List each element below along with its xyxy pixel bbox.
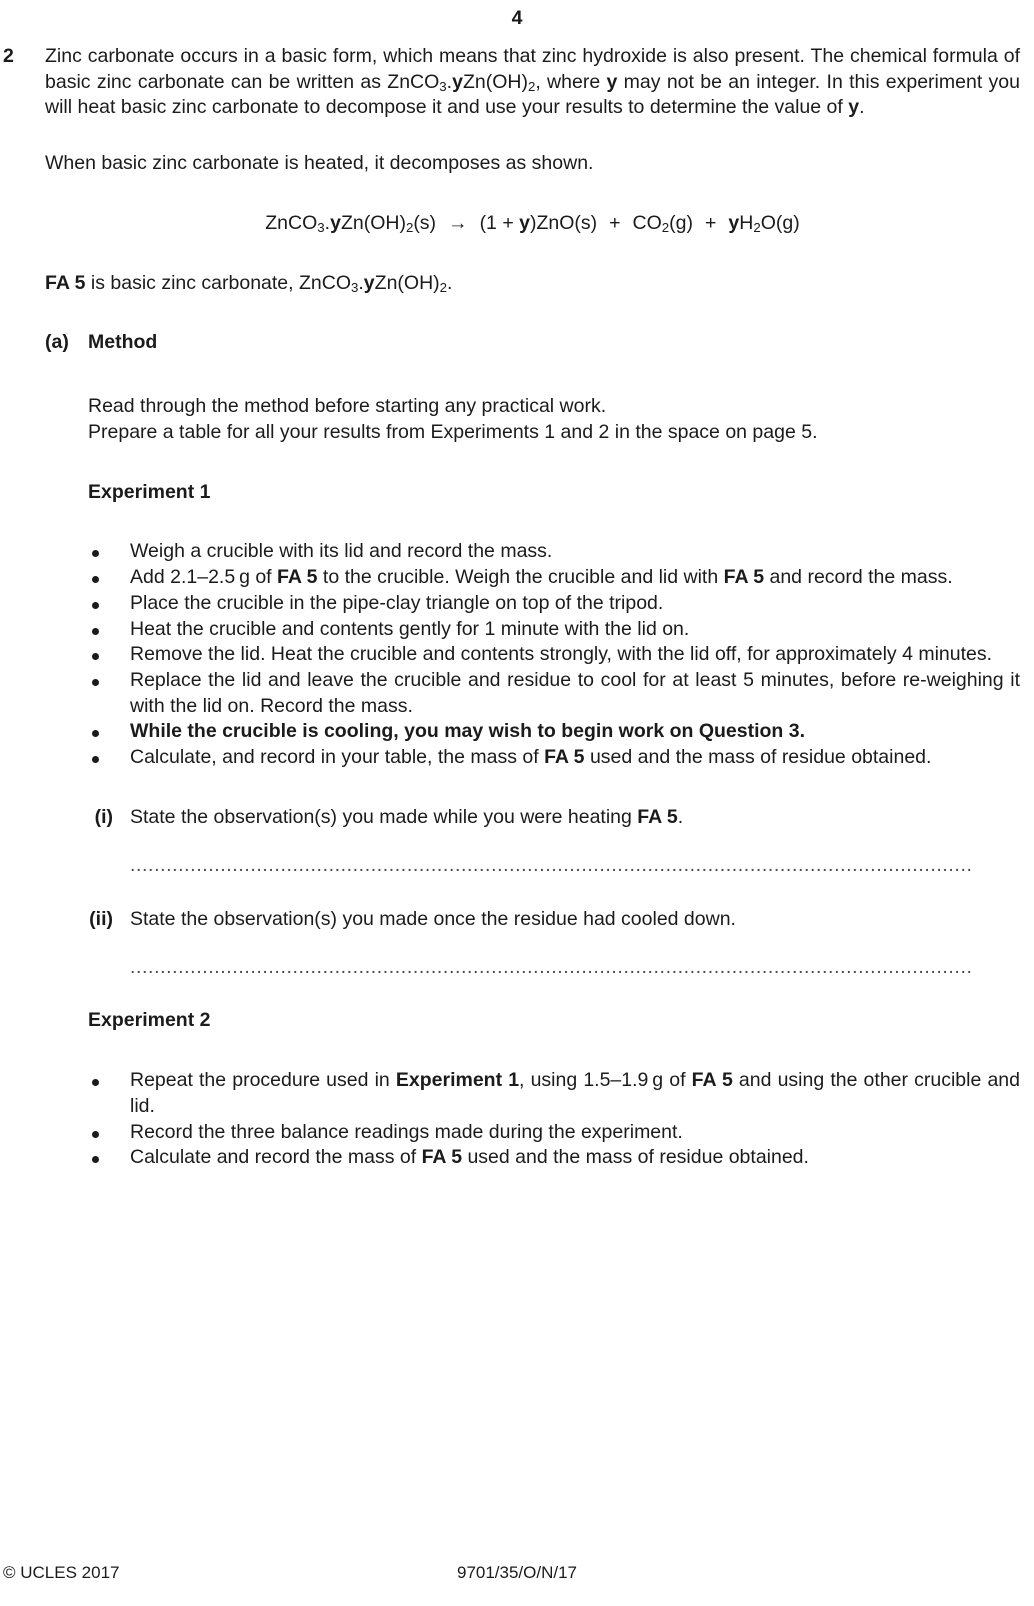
bullet-text-begin-question-3: While the crucible is cooling, you may wish to begin work on Question 3. (130, 720, 806, 743)
list-item (0, 591, 1034, 617)
equation-hydroxide-subscript: 2 (405, 219, 414, 235)
answer-line-i[interactable] (130, 861, 1020, 881)
answer-line-i-dots[interactable]: ............................................................................................................................................ (130, 860, 973, 876)
equation-plus-1: + (609, 211, 621, 234)
list-item (0, 745, 1034, 771)
list-item (0, 1120, 1034, 1146)
sub-question-i-block (0, 805, 1034, 831)
page-number: 4 (511, 7, 523, 29)
intro-text-part-3: Zn(OH) (462, 70, 528, 93)
intro-text-part-4: , where (535, 70, 607, 93)
fa5-subscript-2: 2 (439, 279, 448, 295)
decomposition-lead-in: When basic zinc carbonate is heated, it decomposes as shown. (45, 152, 594, 175)
intro-y-variable-2: y (606, 70, 618, 93)
list-item (0, 642, 1034, 668)
question-intro-text (45, 44, 1020, 121)
method-instruction-2: Prepare a table for all your results from Experiments 1 and 2 in the space on page 5. (88, 420, 818, 443)
part-a-block (0, 330, 1034, 356)
equation-reactant-y: y (330, 211, 341, 234)
equation-co2-state: (g) (669, 211, 693, 234)
page-content (0, 44, 1034, 1171)
equation-water-y: y (728, 211, 740, 234)
fa5-dot: . (358, 271, 364, 294)
list-item (0, 1145, 1034, 1171)
list-item (0, 719, 1034, 745)
equation-reactant: ZnCO (265, 211, 318, 234)
intro-text-part-1: Zinc carbonate occurs in a basic form, which means that zinc hydroxide is also present. The chemical formula of basic zinc carbonate can be written as ZnCO (45, 45, 1020, 93)
bullet-text-repeat-procedure: Repeat the procedure used in Experiment 1, using 1.5–1.9 g of FA 5 and using the other crucible and lid. (130, 1069, 1020, 1117)
experiment-1-bullet-list (0, 539, 1034, 771)
fa5-period: . (447, 271, 453, 294)
equation-product-water: H (739, 211, 754, 234)
equation-water-subscript: 2 (753, 219, 761, 235)
equation-coefficient-open: (1 + (479, 211, 520, 234)
fa5-text-part-2: Zn(OH) (374, 271, 440, 294)
question-2-block (0, 44, 1034, 121)
part-a-heading: Method (88, 331, 158, 354)
equation-dot: . (324, 211, 331, 234)
bullet-text-heat-strongly: Remove the lid. Heat the crucible and contents strongly, with the lid off, for approximately 4 minutes. (130, 643, 993, 666)
answer-line-ii[interactable] (130, 962, 1020, 982)
fa5-text-part-1: is basic zinc carbonate, ZnCO (85, 271, 351, 294)
sub-question-ii-label: (ii) (89, 907, 113, 930)
sub-question-ii-block (0, 907, 1034, 933)
list-item (0, 539, 1034, 565)
bullet-text-add-fa5: Add 2.1–2.5 g of FA 5 to the crucible. Weigh the crucible and lid with FA 5 and record the mass. (130, 566, 953, 589)
question-number: 2 (3, 45, 14, 67)
bullet-text-weigh-crucible: Weigh a crucible with its lid and record the mass. (130, 540, 553, 563)
list-item (0, 617, 1034, 643)
fa5-subscript-1: 3 (351, 279, 359, 295)
bullet-text-cool-and-reweigh: Replace the lid and leave the crucible and residue to cool for at least 5 minutes, before re-weighing it with the lid on. Record the mass. (130, 669, 1020, 717)
list-item (0, 565, 1034, 591)
fa5-bold-label: FA 5 (45, 271, 86, 294)
part-a-label: (a) (45, 331, 69, 354)
equation-product-co2: CO (632, 211, 662, 234)
sub-question-i-text: State the observation(s) you made while you were heating FA 5. (130, 805, 684, 828)
intro-subscript-2: 2 (527, 78, 536, 94)
intro-text-part-5: may not be an integer. In this experiment you will heat basic zinc carbonate to decompose it and use your results to determine the value of (45, 70, 1020, 119)
intro-y-variable-1: y (452, 70, 463, 93)
paper-code: 9701/35/O/N/17 (456, 1563, 578, 1582)
intro-subscript-1: 3 (439, 78, 447, 94)
page-footer (0, 1562, 1034, 1586)
equation-reactant-subscript: 3 (317, 219, 325, 235)
bullet-text-calculate-masses: Calculate, and record in your table, the mass of FA 5 used and the mass of residue obtained. (130, 746, 932, 769)
method-instruction-1: Read through the method before starting any practical work. (88, 395, 607, 418)
experiment-2-heading: Experiment 2 (88, 1009, 211, 1032)
intro-y-variable-3: y (848, 96, 860, 119)
equation-arrow-icon: → (448, 211, 468, 234)
intro-text-part-6: . (859, 96, 865, 119)
equation-co2-subscript: 2 (661, 219, 670, 235)
sub-question-i-label: (i) (94, 805, 113, 828)
list-item (0, 668, 1034, 719)
equation-product-zno: )ZnO(s) (529, 211, 598, 234)
equation-plus-2: + (705, 211, 717, 234)
equation-coefficient-y: y (519, 211, 530, 234)
bullet-text-heat-gently: Heat the crucible and contents gently for 1 minute with the lid on. (130, 617, 690, 640)
equation-reactant-state: (s) (413, 211, 437, 234)
intro-dot: . (446, 70, 453, 93)
bullet-text-calculate-record-mass: Calculate and record the mass of FA 5 used and the mass of residue obtained. (130, 1146, 809, 1169)
equation-water-state: O(g) (760, 211, 800, 234)
answer-line-ii-dots[interactable]: ............................................................................................................................................ (130, 962, 973, 978)
experiment-1-heading: Experiment 1 (88, 480, 211, 503)
sub-question-ii-text: State the observation(s) you made once the residue had cooled down. (130, 907, 736, 930)
bullet-text-record-balance-readings: Record the three balance readings made during the experiment. (130, 1120, 683, 1143)
equation-reactant-hydroxide: Zn(OH) (340, 211, 406, 234)
decomposition-equation (45, 211, 1020, 237)
list-item (0, 1068, 1034, 1119)
fa5-y-variable: y (363, 271, 375, 294)
fa5-definition-line (45, 271, 1020, 297)
bullet-text-place-crucible: Place the crucible in the pipe-clay triangle on top of the tripod. (130, 591, 664, 614)
experiment-2-bullet-list (0, 1068, 1034, 1171)
copyright-notice: © UCLES 2017 (3, 1563, 120, 1582)
